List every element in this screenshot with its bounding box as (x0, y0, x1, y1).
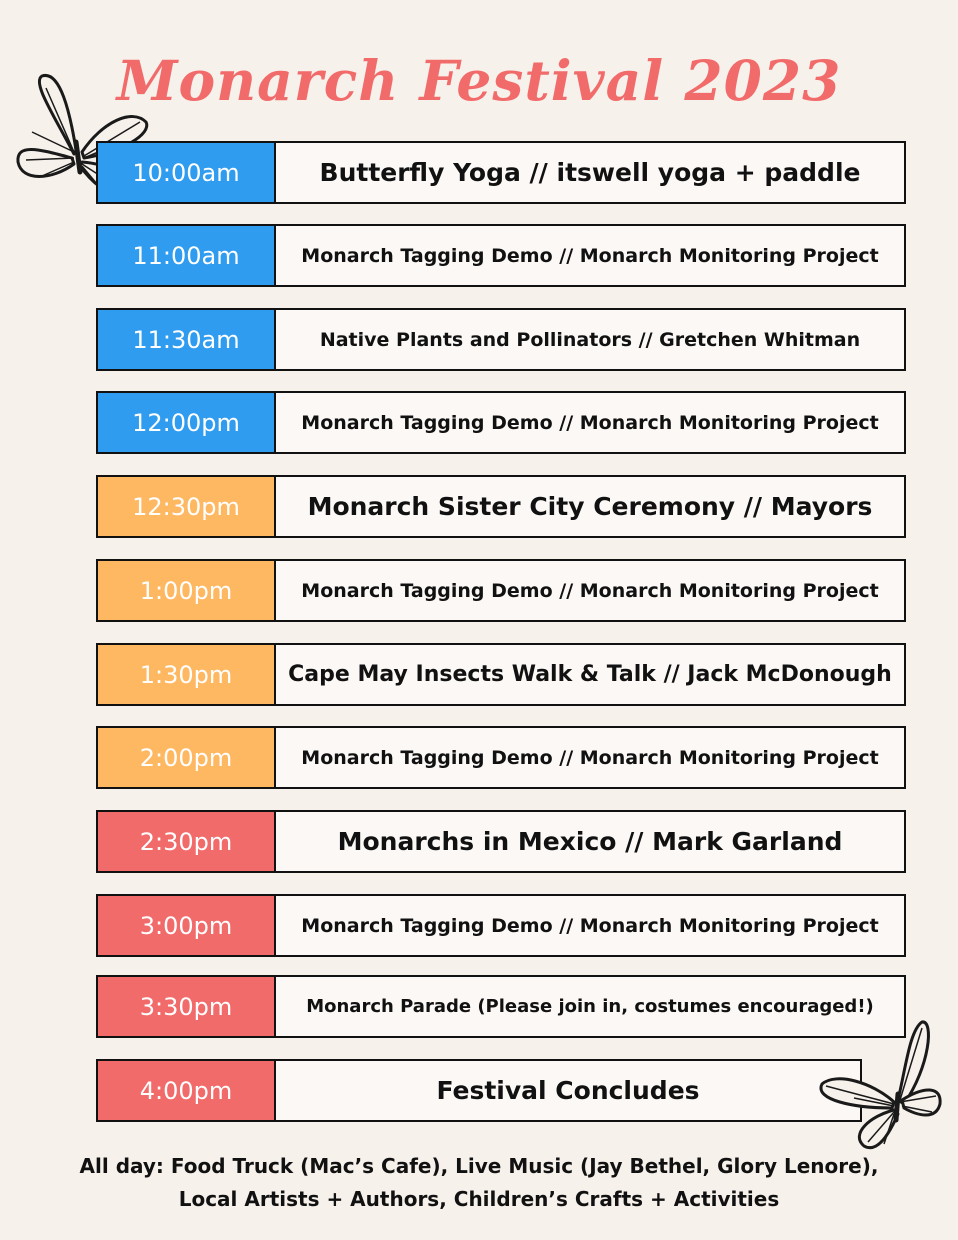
schedule-row (96, 894, 906, 957)
time-slot: 11:00am (96, 224, 274, 287)
time-slot: 12:00pm (96, 391, 274, 454)
event-title: Monarch Sister City Ceremony // Mayors (274, 475, 906, 538)
time-slot: 2:00pm (96, 726, 274, 789)
event-title: Monarch Tagging Demo // Monarch Monitoring Project (274, 894, 906, 957)
time-slot: 1:30pm (96, 643, 274, 706)
schedule-row (96, 475, 906, 538)
time-slot: 4:00pm (96, 1059, 274, 1122)
event-title: Monarchs in Mexico // Mark Garland (274, 810, 906, 873)
time-slot: 3:30pm (96, 975, 274, 1038)
footer-line: All day: Food Truck (Mac’s Cafe), Live Music (Jay Bethel, Glory Lenore), (79, 1154, 879, 1178)
time-slot: 10:00am (96, 141, 274, 204)
footer-note (0, 1150, 958, 1216)
footer-line: Local Artists + Authors, Children’s Crafts + Activities (178, 1187, 780, 1211)
event-title: Monarch Parade (Please join in, costumes encouraged!) (274, 975, 906, 1038)
schedule-row (96, 224, 906, 287)
time-slot: 3:00pm (96, 894, 274, 957)
schedule-row (96, 810, 906, 873)
schedule-row (96, 391, 906, 454)
event-title: Monarch Tagging Demo // Monarch Monitoring Project (274, 559, 906, 622)
time-slot: 12:30pm (96, 475, 274, 538)
schedule-row (96, 726, 906, 789)
event-title: Native Plants and Pollinators // Gretchen Whitman (274, 308, 906, 371)
schedule-row (96, 141, 906, 204)
schedule-row (96, 308, 906, 371)
schedule-row (96, 975, 906, 1038)
event-title: Cape May Insects Walk & Talk // Jack McDonough (274, 643, 906, 706)
schedule-row (96, 1059, 862, 1122)
butterfly-icon (814, 1016, 946, 1156)
time-slot: 11:30am (96, 308, 274, 371)
event-title: Monarch Tagging Demo // Monarch Monitoring Project (274, 224, 906, 287)
time-slot: 2:30pm (96, 810, 274, 873)
page-title: Monarch Festival 2023 (116, 48, 842, 113)
event-title: Monarch Tagging Demo // Monarch Monitoring Project (274, 391, 906, 454)
event-title: Butterfly Yoga // itswell yoga + paddle (274, 141, 906, 204)
event-title: Monarch Tagging Demo // Monarch Monitoring Project (274, 726, 906, 789)
time-slot: 1:00pm (96, 559, 274, 622)
schedule-row (96, 643, 906, 706)
schedule-row (96, 559, 906, 622)
event-title: Festival Concludes (274, 1059, 862, 1122)
